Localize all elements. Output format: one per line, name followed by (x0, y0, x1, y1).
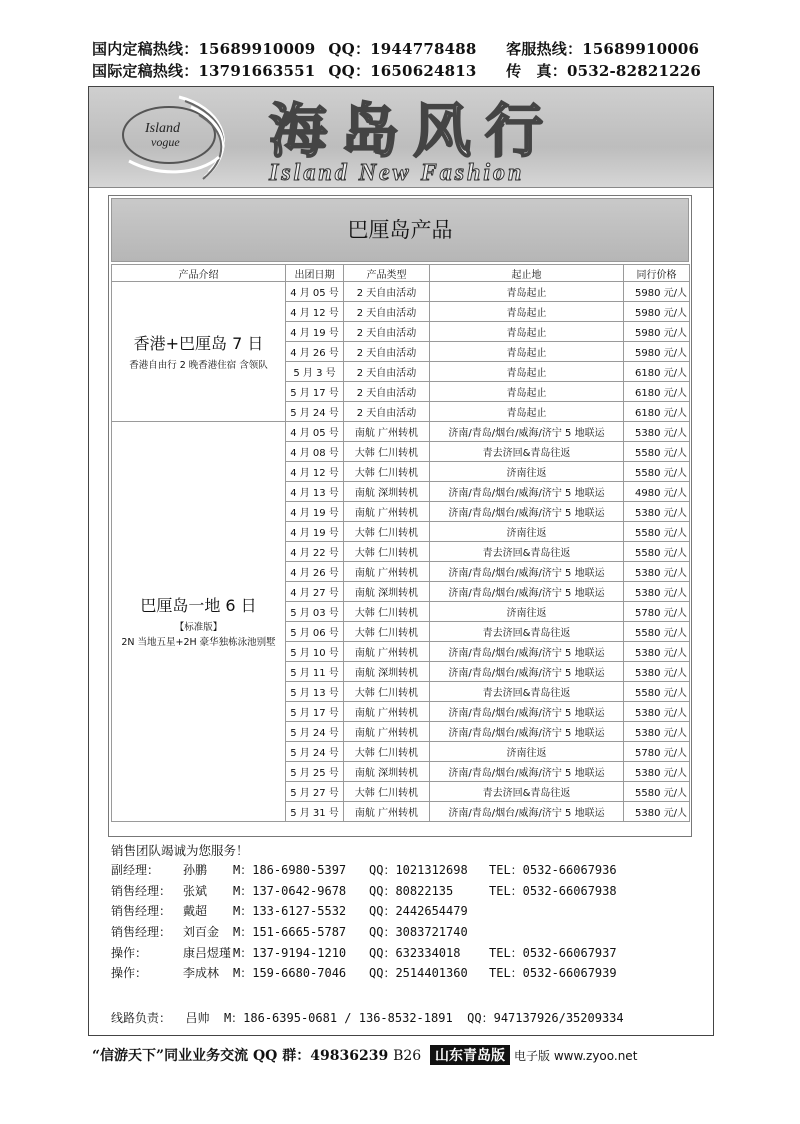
qq-label: QQ： (328, 40, 371, 58)
banner-art (89, 87, 713, 187)
product-table (111, 264, 690, 822)
product-type-cell: 2 天自由活动 (344, 382, 430, 402)
product-type-cell: 大韩 仁川转机 (344, 622, 430, 642)
depart-date-cell: 5 月 03 号 (286, 602, 344, 622)
route-cell: 济南/青岛/烟台/威海/济宁 5 地联运 (430, 562, 624, 582)
route-cell: 济南/青岛/烟台/威海/济宁 5 地联运 (430, 802, 624, 822)
fax-label: 传 真： (506, 62, 567, 80)
route-cell: 青岛起止 (430, 382, 624, 402)
line-head-row (111, 1009, 624, 1026)
route-cell: 济南往返 (430, 742, 624, 762)
contact-tel: TEL：0532-66067936 (489, 863, 617, 877)
service-phone: 15689910006 (582, 40, 700, 58)
depart-date-cell: 5 月 10 号 (286, 642, 344, 662)
hotline-row-2 (92, 60, 701, 81)
route-cell: 济南往返 (430, 602, 624, 622)
service-label: 客服热线： (506, 40, 583, 58)
route-cell: 济南/青岛/烟台/威海/济宁 5 地联运 (430, 482, 624, 502)
product-type-cell: 南航 广州转机 (344, 642, 430, 662)
price-cell: 5980 元/人 (624, 302, 690, 322)
product-type-cell: 大韩 仁川转机 (344, 542, 430, 562)
contacts-heading: 销售团队竭诚为您服务！ (111, 843, 249, 858)
contact-mobile: M：159-6680-7046 (233, 966, 347, 981)
col-header: 产品介绍 (112, 265, 286, 282)
contact-mobile: M：137-0642-9678 (233, 883, 347, 898)
price-cell: 5780 元/人 (624, 602, 690, 622)
contact-tel: TEL：0532-66067937 (489, 945, 617, 960)
price-cell: 5580 元/人 (624, 442, 690, 462)
depart-date-cell: 5 月 24 号 (286, 402, 344, 422)
product-type-cell: 南航 广州转机 (344, 802, 430, 822)
route-cell: 济南/青岛/烟台/威海/济宁 5 地联运 (430, 662, 624, 682)
footer (92, 1045, 637, 1065)
contact-role: 副经理： (111, 863, 160, 877)
contact-qq: QQ：2442654479 (369, 904, 468, 919)
footer-slogan: “信游天下”同业业务交流 QQ 群： (92, 1048, 311, 1064)
price-cell: 5380 元/人 (624, 762, 690, 782)
product-type-cell: 大韩 仁川转机 (344, 522, 430, 542)
footer-qq-group: 49836239 (310, 1048, 389, 1064)
contact-row (111, 964, 701, 985)
product-type-cell: 南航 深圳转机 (344, 662, 430, 682)
contact-rows (111, 861, 701, 985)
logo-line2: vogue (151, 135, 180, 149)
depart-date-cell: 5 月 24 号 (286, 722, 344, 742)
domestic-label: 国内定稿热线： (92, 40, 199, 58)
price-cell: 5380 元/人 (624, 502, 690, 522)
contact-row (111, 923, 701, 944)
depart-date-cell: 4 月 05 号 (286, 282, 344, 302)
route-cell: 青去济回&青岛往返 (430, 622, 624, 642)
intl-phone: 13791663551 (198, 62, 316, 80)
contact-name: 戴超 (183, 904, 208, 919)
page-frame (88, 86, 714, 1036)
product-type-cell: 南航 深圳转机 (344, 582, 430, 602)
route-cell: 青去济回&青岛往返 (430, 682, 624, 702)
price-cell: 5780 元/人 (624, 742, 690, 762)
price-cell: 5380 元/人 (624, 642, 690, 662)
contact-mobile: M：133-6127-5532 (233, 904, 347, 919)
price-cell: 5580 元/人 (624, 682, 690, 702)
route-cell: 济南/青岛/烟台/威海/济宁 5 地联运 (430, 722, 624, 742)
route-cell: 济南/青岛/烟台/威海/济宁 5 地联运 (430, 702, 624, 722)
contact-row (111, 944, 701, 965)
table-row (112, 422, 690, 442)
depart-date-cell: 5 月 24 号 (286, 742, 344, 762)
product-type-cell: 2 天自由活动 (344, 322, 430, 342)
price-cell: 5380 元/人 (624, 562, 690, 582)
contacts-block (111, 841, 701, 985)
product-type-cell: 南航 广州转机 (344, 502, 430, 522)
col-header: 产品类型 (344, 265, 430, 282)
intl-label: 国际定稿热线： (92, 62, 199, 80)
table-row (112, 282, 690, 302)
product-name: 巴厘岛一地 6 日 (140, 596, 257, 615)
depart-date-cell: 4 月 19 号 (286, 522, 344, 542)
table-body (112, 282, 690, 822)
price-cell: 4980 元/人 (624, 482, 690, 502)
price-cell: 5380 元/人 (624, 702, 690, 722)
contact-row (111, 882, 701, 903)
depart-date-cell: 5 月 31 号 (286, 802, 344, 822)
price-cell: 5580 元/人 (624, 462, 690, 482)
route-cell: 济南/青岛/烟台/威海/济宁 5 地联运 (430, 502, 624, 522)
depart-date-cell: 4 月 22 号 (286, 542, 344, 562)
logo-line1: Island (145, 121, 180, 136)
price-cell: 6180 元/人 (624, 402, 690, 422)
price-cell: 5980 元/人 (624, 282, 690, 302)
contact-name: 康吕煜瑾 (183, 945, 232, 960)
fax-number: 0532-82821226 (566, 62, 702, 80)
hotline-row-1 (92, 38, 699, 59)
product-type-cell: 南航 广州转机 (344, 722, 430, 742)
contact-role: 销售经理： (111, 883, 172, 898)
price-cell: 6180 元/人 (624, 382, 690, 402)
banner (89, 87, 713, 188)
depart-date-cell: 4 月 19 号 (286, 322, 344, 342)
depart-date-cell: 4 月 12 号 (286, 302, 344, 322)
route-cell: 济南往返 (430, 462, 624, 482)
contact-qq: QQ：632334018 (369, 945, 461, 960)
table-header-row (112, 265, 690, 282)
domestic-phone: 15689910009 (198, 40, 316, 58)
route-cell: 青去济回&青岛往返 (430, 442, 624, 462)
route-cell: 青岛起止 (430, 302, 624, 322)
depart-date-cell: 4 月 19 号 (286, 502, 344, 522)
depart-date-cell: 5 月 27 号 (286, 782, 344, 802)
product-type-cell: 2 天自由活动 (344, 362, 430, 382)
depart-date-cell: 4 月 27 号 (286, 582, 344, 602)
depart-date-cell: 5 月 25 号 (286, 762, 344, 782)
footer-page: B26 (393, 1048, 422, 1064)
depart-date-cell: 4 月 12 号 (286, 462, 344, 482)
price-cell: 5380 元/人 (624, 662, 690, 682)
price-cell: 5380 元/人 (624, 582, 690, 602)
price-cell: 5380 元/人 (624, 422, 690, 442)
contact-tel: TEL：0532-66067939 (489, 966, 617, 981)
price-cell: 6180 元/人 (624, 362, 690, 382)
price-cell: 5580 元/人 (624, 622, 690, 642)
product-type-cell: 大韩 仁川转机 (344, 682, 430, 702)
route-cell: 青岛起止 (430, 362, 624, 382)
route-cell: 青岛起止 (430, 402, 624, 422)
contact-name: 张斌 (183, 883, 208, 898)
product-note: 香港自由行 2 晚香港住宿 含领队 (129, 359, 268, 371)
contact-role: 销售经理： (111, 925, 172, 940)
route-cell: 济南/青岛/烟台/威海/济宁 5 地联运 (430, 582, 624, 602)
product-note: 2N 当地五星+2H 豪华独栋泳池别墅 (121, 637, 276, 648)
contact-qq: QQ：2514401360 (369, 966, 468, 981)
sheet-title: 巴厘岛产品 (111, 198, 689, 262)
product-type-cell: 南航 广州转机 (344, 562, 430, 582)
contact-mobile: M：137-9194-1210 (233, 945, 347, 960)
contact-qq: QQ：1021312698 (369, 863, 468, 877)
route-cell: 青岛起止 (430, 342, 624, 362)
contact-name: 刘百金 (183, 925, 220, 940)
product-tag: 【标准版】 (174, 622, 223, 633)
line-head-role: 线路负责： (111, 1011, 172, 1025)
route-cell: 济南往返 (430, 522, 624, 542)
price-cell: 5580 元/人 (624, 522, 690, 542)
route-cell: 青岛起止 (430, 282, 624, 302)
depart-date-cell: 4 月 08 号 (286, 442, 344, 462)
route-cell: 济南/青岛/烟台/威海/济宁 5 地联运 (430, 762, 624, 782)
depart-date-cell: 5 月 3 号 (286, 362, 344, 382)
qq-number: 1944778488 (370, 40, 477, 58)
col-header: 同行价格 (624, 265, 690, 282)
col-header: 起止地 (430, 265, 624, 282)
route-cell: 青岛起止 (430, 322, 624, 342)
price-cell: 5380 元/人 (624, 722, 690, 742)
depart-date-cell: 5 月 11 号 (286, 662, 344, 682)
contact-qq: QQ：3083721740 (369, 925, 468, 940)
contact-role: 操作： (111, 966, 148, 981)
depart-date-cell: 4 月 26 号 (286, 342, 344, 362)
product-type-cell: 大韩 仁川转机 (344, 602, 430, 622)
line-head-name: 吕帅 (185, 1011, 210, 1025)
product-type-cell: 大韩 仁川转机 (344, 742, 430, 762)
product-type-cell: 南航 深圳转机 (344, 482, 430, 502)
depart-date-cell: 4 月 05 号 (286, 422, 344, 442)
depart-date-cell: 4 月 26 号 (286, 562, 344, 582)
price-cell: 5580 元/人 (624, 782, 690, 802)
contact-mobile: M：151-6665-5787 (233, 925, 347, 940)
banner-title-cn: 海岛风行 (269, 97, 558, 165)
product-type-cell: 大韩 仁川转机 (344, 462, 430, 482)
footer-site[interactable]: 电子版 www.zyoo.net (514, 1049, 638, 1063)
product-type-cell: 南航 深圳转机 (344, 762, 430, 782)
product-type-cell: 大韩 仁川转机 (344, 442, 430, 462)
depart-date-cell: 5 月 17 号 (286, 382, 344, 402)
product-intro-cell (112, 282, 286, 422)
route-cell: 青去济回&青岛往返 (430, 542, 624, 562)
depart-date-cell: 4 月 13 号 (286, 482, 344, 502)
route-cell: 青去济回&青岛往返 (430, 782, 624, 802)
contact-row (111, 902, 701, 923)
product-intro-cell (112, 422, 286, 822)
price-cell: 5380 元/人 (624, 802, 690, 822)
route-cell: 济南/青岛/烟台/威海/济宁 5 地联运 (430, 422, 624, 442)
col-header: 出团日期 (286, 265, 344, 282)
contact-name: 孙鹏 (183, 863, 208, 877)
contact-mobile: M：186-6980-5397 (233, 863, 347, 877)
footer-edition: 山东青岛版 (430, 1045, 510, 1065)
contact-role: 销售经理： (111, 904, 172, 919)
product-type-cell: 2 天自由活动 (344, 342, 430, 362)
product-sheet (108, 195, 692, 837)
line-head-qq: QQ：947137926/35209334 (467, 1011, 624, 1025)
route-cell: 济南/青岛/烟台/威海/济宁 5 地联运 (430, 642, 624, 662)
contact-tel: TEL：0532-66067938 (489, 883, 617, 898)
product-type-cell: 2 天自由活动 (344, 402, 430, 422)
price-cell: 5980 元/人 (624, 322, 690, 342)
depart-date-cell: 5 月 13 号 (286, 682, 344, 702)
contact-qq: QQ：80822135 (369, 883, 454, 898)
contact-name: 李成林 (183, 966, 220, 981)
line-head-mobile: M：186-6395-0681 / 136-8532-1891 (223, 1011, 453, 1025)
depart-date-cell: 5 月 06 号 (286, 622, 344, 642)
product-name: 香港+巴厘岛 7 日 (133, 333, 264, 353)
product-type-cell: 2 天自由活动 (344, 282, 430, 302)
product-type-cell: 南航 广州转机 (344, 422, 430, 442)
qq-label: QQ： (328, 62, 371, 80)
product-type-cell: 2 天自由活动 (344, 302, 430, 322)
qq-number: 1650624813 (370, 62, 477, 80)
banner-title-en: Island New Fashion (269, 160, 525, 186)
price-cell: 5980 元/人 (624, 342, 690, 362)
product-type-cell: 南航 广州转机 (344, 702, 430, 722)
depart-date-cell: 5 月 17 号 (286, 702, 344, 722)
contact-row (111, 861, 701, 882)
contact-role: 操作： (111, 945, 148, 960)
product-type-cell: 大韩 仁川转机 (344, 782, 430, 802)
price-cell: 5580 元/人 (624, 542, 690, 562)
